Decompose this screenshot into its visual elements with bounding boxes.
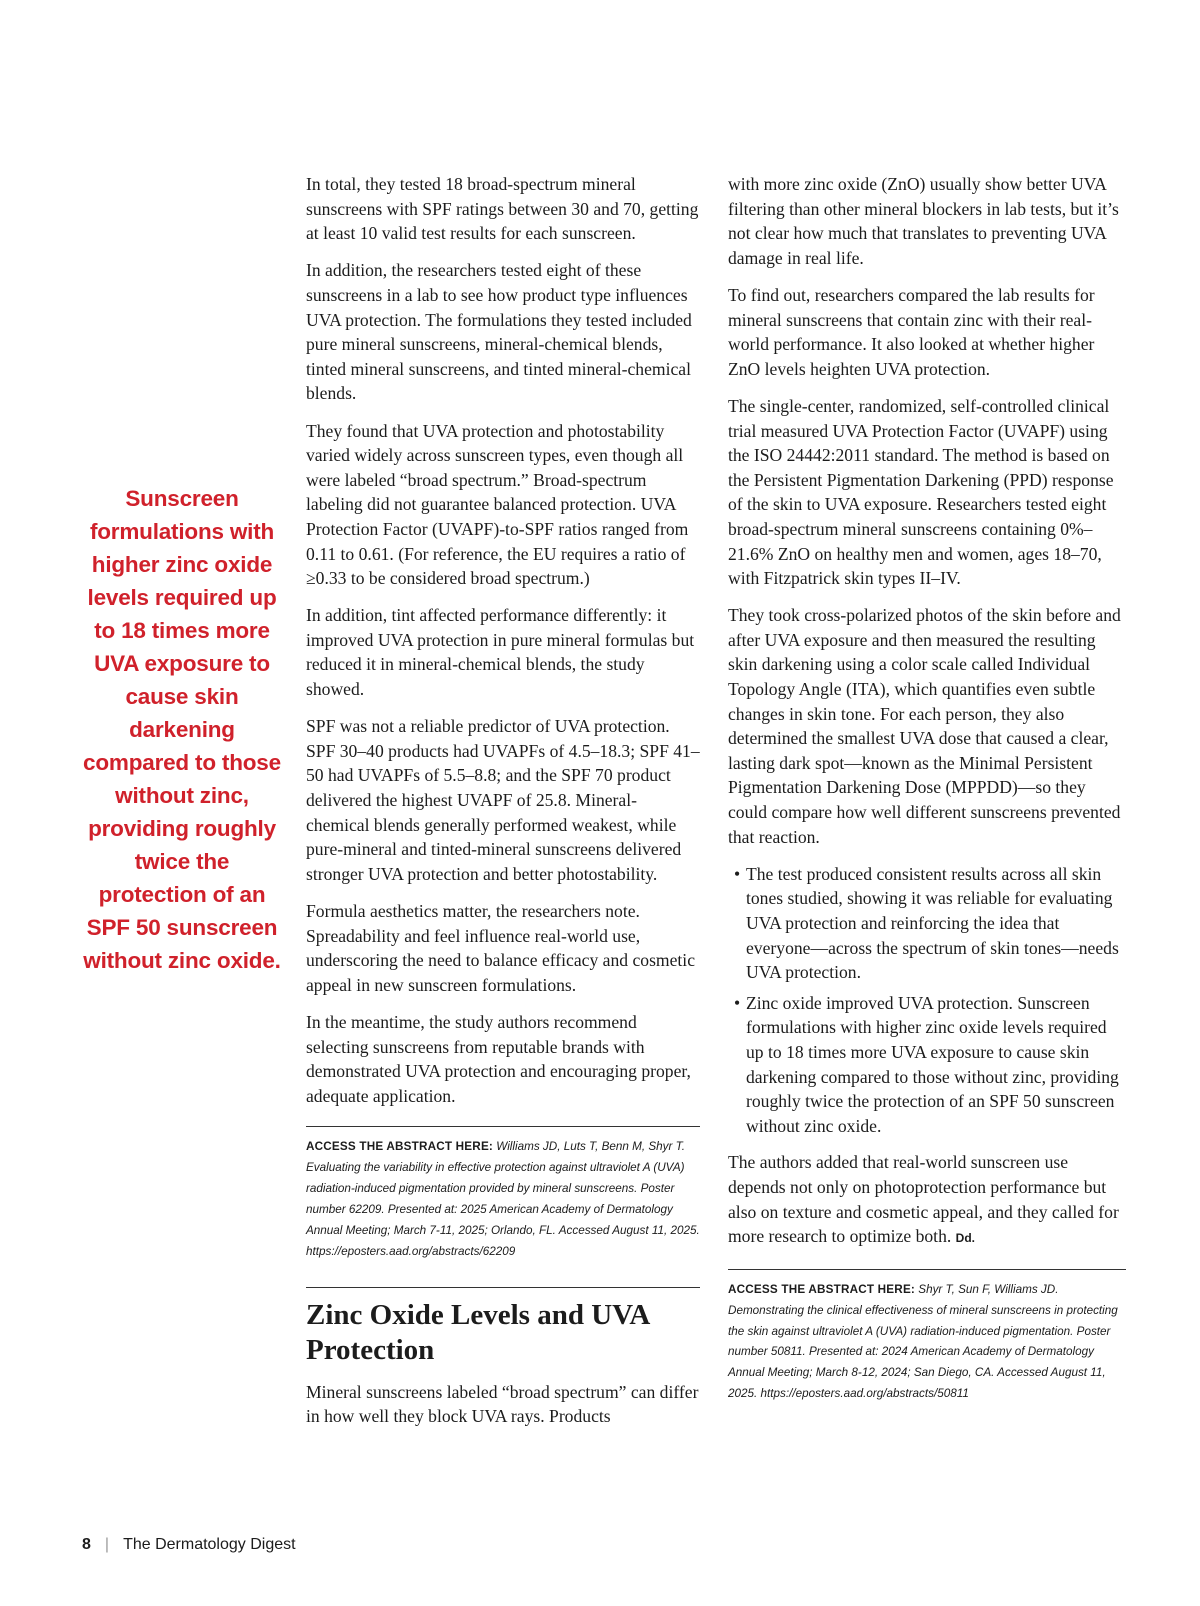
citation-text: Shyr T, Sun F, Williams JD. Demonstrating the clinical effectiveness of mineral sunscreens in protecting the skin against ultraviolet A (UVA) radiation-induced pigmentation. Poster number 50811. Presented at: 2024 American Academy of Dermatology Annual Meeting; March 8-12, 2024; San Diego, CA. Accessed August 11, 2025. https://eposters.aad.org/abstracts/50811 xyxy=(728,1282,1118,1401)
footer-separator: | xyxy=(104,1536,110,1553)
divider xyxy=(306,1126,700,1127)
citation-label: ACCESS THE ABSTRACT HERE: xyxy=(306,1140,494,1154)
citation-label: ACCESS THE ABSTRACT HERE: xyxy=(728,1282,916,1296)
body-paragraph: In the meantime, the study authors recommend selecting sunscreens from reputable brands with demonstrated UVA protection and encouraging proper, adequate application. xyxy=(306,1011,691,1106)
divider xyxy=(306,1287,700,1288)
list-item: • Zinc oxide improved UVA protection. Sunscreen formulations with higher zinc oxide levels required up to 18 times more UVA exposure to cause skin darkening compared to those without zinc, providing roughly twice the protection of an SPF 50 sunscreen without zinc oxide. xyxy=(734,992,1119,1136)
body-paragraph: In addition, tint affected performance differently: it improved UVA protection in pure mineral formulas but reduced it in mineral-chemical blends, the study showed. xyxy=(306,605,695,700)
pull-quote: Sunscreen formulations with higher zinc oxide levels required up to 18 times more UVA exposure to cause skin darkening compared to those without zinc, providing roughly twice the protection of an SPF 50 sunscreen without zinc oxide. xyxy=(83,486,281,973)
bullet-list xyxy=(728,862,1126,1139)
middle-column xyxy=(306,172,700,1442)
body-paragraph: To find out, researchers compared the lab results for mineral sunscreens that contain zinc with their real-world performance. It also looked at whether higher ZnO levels heighten UVA protection. xyxy=(728,284,1095,379)
body-paragraph: The single-center, randomized, self-controlled clinical trial measured UVA Protection Factor (UVAPF) using the ISO 24442:2011 standard. The method is based on the Persistent Pigmentation Darkening (PPD) response of the skin to UVA exposure. Researchers tested eight broad-spectrum mineral sunscreens containing 0%–21.6% ZnO on healthy men and women, ages 18–70, with Fitzpatrick skin types II–IV. xyxy=(728,395,1114,589)
body-paragraph: with more zinc oxide (ZnO) usually show better UVA filtering than other mineral blockers in lab tests, but it’s not clear how much that translates to preventing UVA damage in real life. xyxy=(728,174,1119,268)
right-column xyxy=(728,172,1126,1405)
page-number: 8 xyxy=(82,1536,91,1553)
body-paragraph: Mineral sunscreens labeled “broad spectrum” can differ in how well they block UVA rays. Products xyxy=(306,1381,699,1427)
citation-block xyxy=(306,1137,700,1262)
bullet-icon: • xyxy=(734,863,741,884)
citation-block xyxy=(728,1280,1126,1405)
body-paragraph: Formula aesthetics matter, the researchers note. Spreadability and feel influence real-world use, underscoring the need to balance efficacy and cosmetic appeal in new sunscreen formulations. xyxy=(306,901,696,995)
citation-text: Williams JD, Luts T, Benn M, Shyr T. Evaluating the variability in effective protection against ultraviolet A (UVA) radiation-induced pigmentation provided by mineral sunscreens. Poster number 62209. Presented at: 2025 American Academy of Dermatology Annual Meeting; March 7-11, 2025; Orlando, FL. Accessed August 11, 2025. https://eposters.aad.org/abstracts/62209 xyxy=(306,1140,700,1258)
body-paragraph: In addition, the researchers tested eight of these sunscreens in a lab to see how product type influences UVA protection. The formulations they tested included pure mineral sunscreens, mineral-chemical blends, tinted mineral sunscreens, and tinted mineral-chemical blends. xyxy=(306,260,692,404)
body-paragraph: They found that UVA protection and photostability varied widely across sunscreen types, even though all were labeled “broad spectrum.” Broad-spectrum labeling did not guarantee balanced protection. UVA Protection Factor (UVAPF)-to-SPF ratios ranged from 0.11 to 0.61. (For reference, the EU requires a ratio of ≥0.33 to be considered broad spectrum.) xyxy=(306,420,689,589)
list-item: • The test produced consistent results across all skin tones studied, showing it was reliable for evaluating UVA protection and reinforcing the idea that everyone—across the spectrum of skin tones—needs UVA protection. xyxy=(734,863,1119,983)
page-footer xyxy=(82,1536,296,1554)
body-paragraph: SPF was not a reliable predictor of UVA protection. SPF 30–40 products had UVAPFs of 4.5–18.3; SPF 41–50 had UVAPFs of 5.5–8.8; and the SPF 70 product delivered the highest UVAPF of 25.8. Mineral-chemical blends generally performed weakest, while pure-mineral and tinted-mineral sunscreens delivered stronger UVA protection and better photostability. xyxy=(306,716,700,884)
body-paragraph: The authors added that real-world sunscreen use depends not only on photoprotection performance but also on texture and cosmetic appeal, and they called for more research to optimize both. Dd. xyxy=(728,1152,1119,1247)
body-paragraph: They took cross-polarized photos of the skin before and after UVA exposure and then measured the resulting skin darkening using a color scale called Individual Topology Angle (ITA), which quantifies even subtle changes in skin tone. For each person, they also determined the smallest UVA dose that caused a clear, lasting dark spot—known as the Minimal Persistent Pigmentation Darkening Dose (MPPDD)—so they could compare how well different sunscreens prevented that reaction. xyxy=(728,605,1121,847)
bullet-icon: • xyxy=(734,992,741,1013)
publication-name: The Dermatology Digest xyxy=(123,1536,296,1553)
divider xyxy=(728,1269,1126,1270)
section-title: Zinc Oxide Levels and UVA Protection xyxy=(306,1298,649,1366)
body-paragraph: In total, they tested 18 broad-spectrum mineral sunscreens with SPF ratings between 30 and 70, getting at least 10 valid test results for each sunscreen. xyxy=(306,174,699,244)
signoff-mark: Dd. xyxy=(955,1231,976,1246)
